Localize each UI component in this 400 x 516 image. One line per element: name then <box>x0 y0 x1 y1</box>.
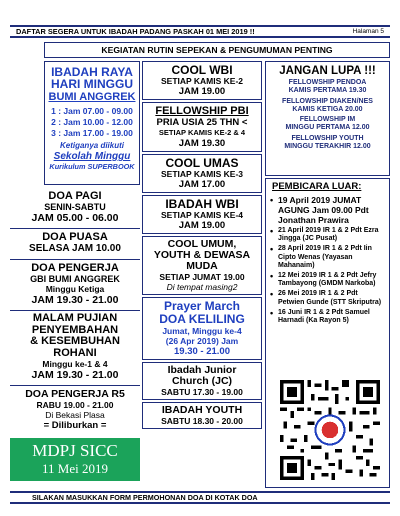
event-title2: PENYEMBAHAN <box>31 323 119 336</box>
event-title: COOL UMAS <box>165 156 239 170</box>
event-sub: SETIAP KAMIS KE-3 <box>160 169 244 179</box>
event-title: FELLOWSHIP PBI <box>155 105 249 117</box>
event-title: DOA PENGERJA R5 <box>25 388 125 400</box>
fellowship-name: FELLOWSHIP DIAKEN/NES <box>282 97 373 105</box>
ibadah-note2: Sekolah Minggu <box>53 151 131 162</box>
event-cool-wbi <box>142 61 262 100</box>
event-sub: SETIAP KAMIS KE-4 <box>160 210 244 220</box>
event-title: Ibadah Junior <box>167 364 237 376</box>
speaker-item: • 19 April 2019 JUMAT AGUNG Jam 09.00 Pdt Jonathan Prawira <box>270 195 386 225</box>
event-time: SABTU 17.30 - 19.00 <box>161 387 243 397</box>
fellowship-item <box>266 116 389 133</box>
qr-code[interactable] <box>280 380 380 480</box>
event-sub: GBI BUMI ANGGREK <box>30 274 120 284</box>
event-time: SABTU 18.30 - 20.00 <box>161 416 243 426</box>
event-title: IBADAH WBI <box>165 197 239 211</box>
event-title: DOA PENGERJA <box>31 262 119 274</box>
pembicara-title: PEMBICARA LUAR: <box>272 181 362 192</box>
event-sub: Minggu ke-1 & 4 <box>42 359 108 369</box>
event-sub: RABU 19.00 - 21.00 <box>36 400 114 410</box>
header-title: DAFTAR SEGERA UNTUK IBADAH PADANG PASKAH 01 MEI 2019 !! <box>16 27 255 36</box>
speaker-item: • 21 April 2019 IR 1 & 2 Pdt Ezra Jingga (JC Pusat) <box>270 227 386 243</box>
session-2: 2 : Jam 10.00 - 12.00 <box>51 117 133 127</box>
fellowship-name: FELLOWSHIP YOUTH <box>291 134 364 142</box>
mdpj-banner <box>10 438 140 481</box>
event-cool-umas <box>142 154 262 193</box>
event-sub3: = Diliburkan = <box>43 420 107 431</box>
header-bar <box>10 25 390 38</box>
middle-column <box>142 61 262 486</box>
event-time: JAM 19.30 - 21.00 <box>31 369 119 381</box>
event-title: MALAM PUJIAN <box>32 312 118 324</box>
event-fellowship-pbi <box>142 102 262 152</box>
jangan-lupa-title: JANGAN LUPA !!! <box>279 65 376 77</box>
event-junior-church <box>142 362 262 400</box>
fellowship-time: KAMIS PERTAMA 19.30 <box>288 87 367 95</box>
event-day: SENIN-SABTU <box>44 202 106 212</box>
mdpj-date: 11 Mei 2019 <box>42 461 108 476</box>
event-sub2: Minggu Ketiga <box>45 284 105 294</box>
event-prayer-march <box>142 297 262 360</box>
event-sub2: Di tempat masing2 <box>166 282 238 292</box>
fellowship-time: KAMIS KETIGA 20.00 <box>292 105 363 113</box>
event-title3: & KESEMBUHAN <box>30 335 120 347</box>
fellowship-time: MINGGU PERTAMA 12.00 <box>285 124 370 132</box>
event-time: JAM 19.30 - 21.00 <box>31 294 119 306</box>
event-doa-puasa <box>10 229 140 260</box>
speaker-item: • 26 Mei 2019 IR 1 & 2 Pdt Petwien Gunde (STT Skriputra) <box>270 290 386 306</box>
session-1: 1 : Jam 07.00 - 09.00 <box>51 106 133 116</box>
event-title: IBADAH YOUTH <box>161 404 243 416</box>
event-time: SELASA JAM 10.00 <box>29 243 121 254</box>
event-title2: YOUTH & DEWASA <box>153 249 251 261</box>
event-title: COOL UMUM, <box>167 238 237 250</box>
event-sub2: SETIAP KAMIS KE-2 & 4 <box>158 128 246 137</box>
fellowship-name: FELLOWSHIP PENDOA <box>288 79 367 86</box>
fellowship-name: FELLOWSHIP IM <box>299 116 356 124</box>
fellowship-item <box>266 98 389 115</box>
mdpj-title: MDPJ SICC <box>32 441 118 460</box>
event-time: 19.30 - 21.00 <box>174 346 230 357</box>
event-time: JAM 19.00 <box>178 220 226 231</box>
event-sub: PRIA USIA 25 THN < <box>156 117 248 128</box>
event-doa-pagi <box>10 188 140 229</box>
event-title: COOL WBI <box>171 63 233 77</box>
event-doa-pengerja-r5 <box>10 386 140 435</box>
ibadah-raya-title: IBADAH RAYA <box>51 65 133 79</box>
fellowship-item <box>266 79 389 96</box>
speaker-item: • 28 April 2019 IR 1 & 2 Pdt Iin Cipto Wenas (Yayasan Mahanaim) <box>270 245 386 270</box>
event-title: DOA PUASA <box>42 231 108 243</box>
ibadah-raya-day: HARI MINGGU <box>51 77 133 91</box>
page-number: Halaman 5 <box>352 28 384 35</box>
event-sub: SETIAP JUMAT 19.00 <box>159 272 245 282</box>
event-title2: Church (JC) <box>171 375 233 387</box>
event-title: DOA PAGI <box>48 190 102 202</box>
ibadah-note1: Ketiganya diikuti <box>59 141 124 150</box>
speaker-item: • 16 Juni IR 1 & 2 Pdt Samuel Harnadi (Ka Rayon 5) <box>270 309 386 325</box>
event-title2: DOA KELILING <box>159 312 245 326</box>
event-title4: ROHANI <box>53 346 97 359</box>
event-title3: MUDA <box>186 260 218 272</box>
speaker-item: • 12 Mei 2019 IR 1 & 2 Pdt Jefry Tambayong (GMDM Narkoba) <box>270 272 386 288</box>
event-ibadah-youth <box>142 402 262 429</box>
event-time: JAM 17.00 <box>178 179 226 190</box>
event-sub2: Di Bekasi Plasa <box>45 410 105 420</box>
left-events <box>10 188 140 436</box>
ibadah-note3: Kurikulum SUPERBOOK <box>49 162 135 171</box>
speaker-list <box>266 193 389 325</box>
event-doa-pengerja <box>10 260 140 311</box>
ibadah-raya-box <box>44 61 140 185</box>
event-cool-umum <box>142 236 262 295</box>
fellowship-item <box>266 135 389 152</box>
event-time: JAM 05.00 - 06.00 <box>31 212 119 224</box>
fellowship-time: MINGGU TERAKHIR 12.00 <box>284 143 371 151</box>
event-time: JAM 19.30 <box>178 138 226 149</box>
event-sub2: (26 Apr 2019) Jam <box>165 336 239 346</box>
event-malam-pujian <box>10 311 140 386</box>
event-sub: Jumat, Minggu ke-4 <box>162 326 242 336</box>
event-sub: SETIAP KAMIS KE-2 <box>160 76 244 86</box>
event-ibadah-wbi <box>142 195 262 234</box>
jangan-lupa-box <box>265 61 390 176</box>
ibadah-raya-location: BUMI ANGGREK <box>48 91 136 103</box>
event-title: Prayer March <box>163 299 241 313</box>
session-3: 3 : Jam 17.00 - 19.00 <box>51 128 133 138</box>
footer-bar: SILAKAN MASUKKAN FORM PERMOHONAN DOA DI KOTAK DOA <box>10 491 390 504</box>
section-title: KEGIATAN RUTIN SEPEKAN & PENGUMUMAN PENTING <box>44 42 390 58</box>
event-time: JAM 19.00 <box>178 86 226 97</box>
